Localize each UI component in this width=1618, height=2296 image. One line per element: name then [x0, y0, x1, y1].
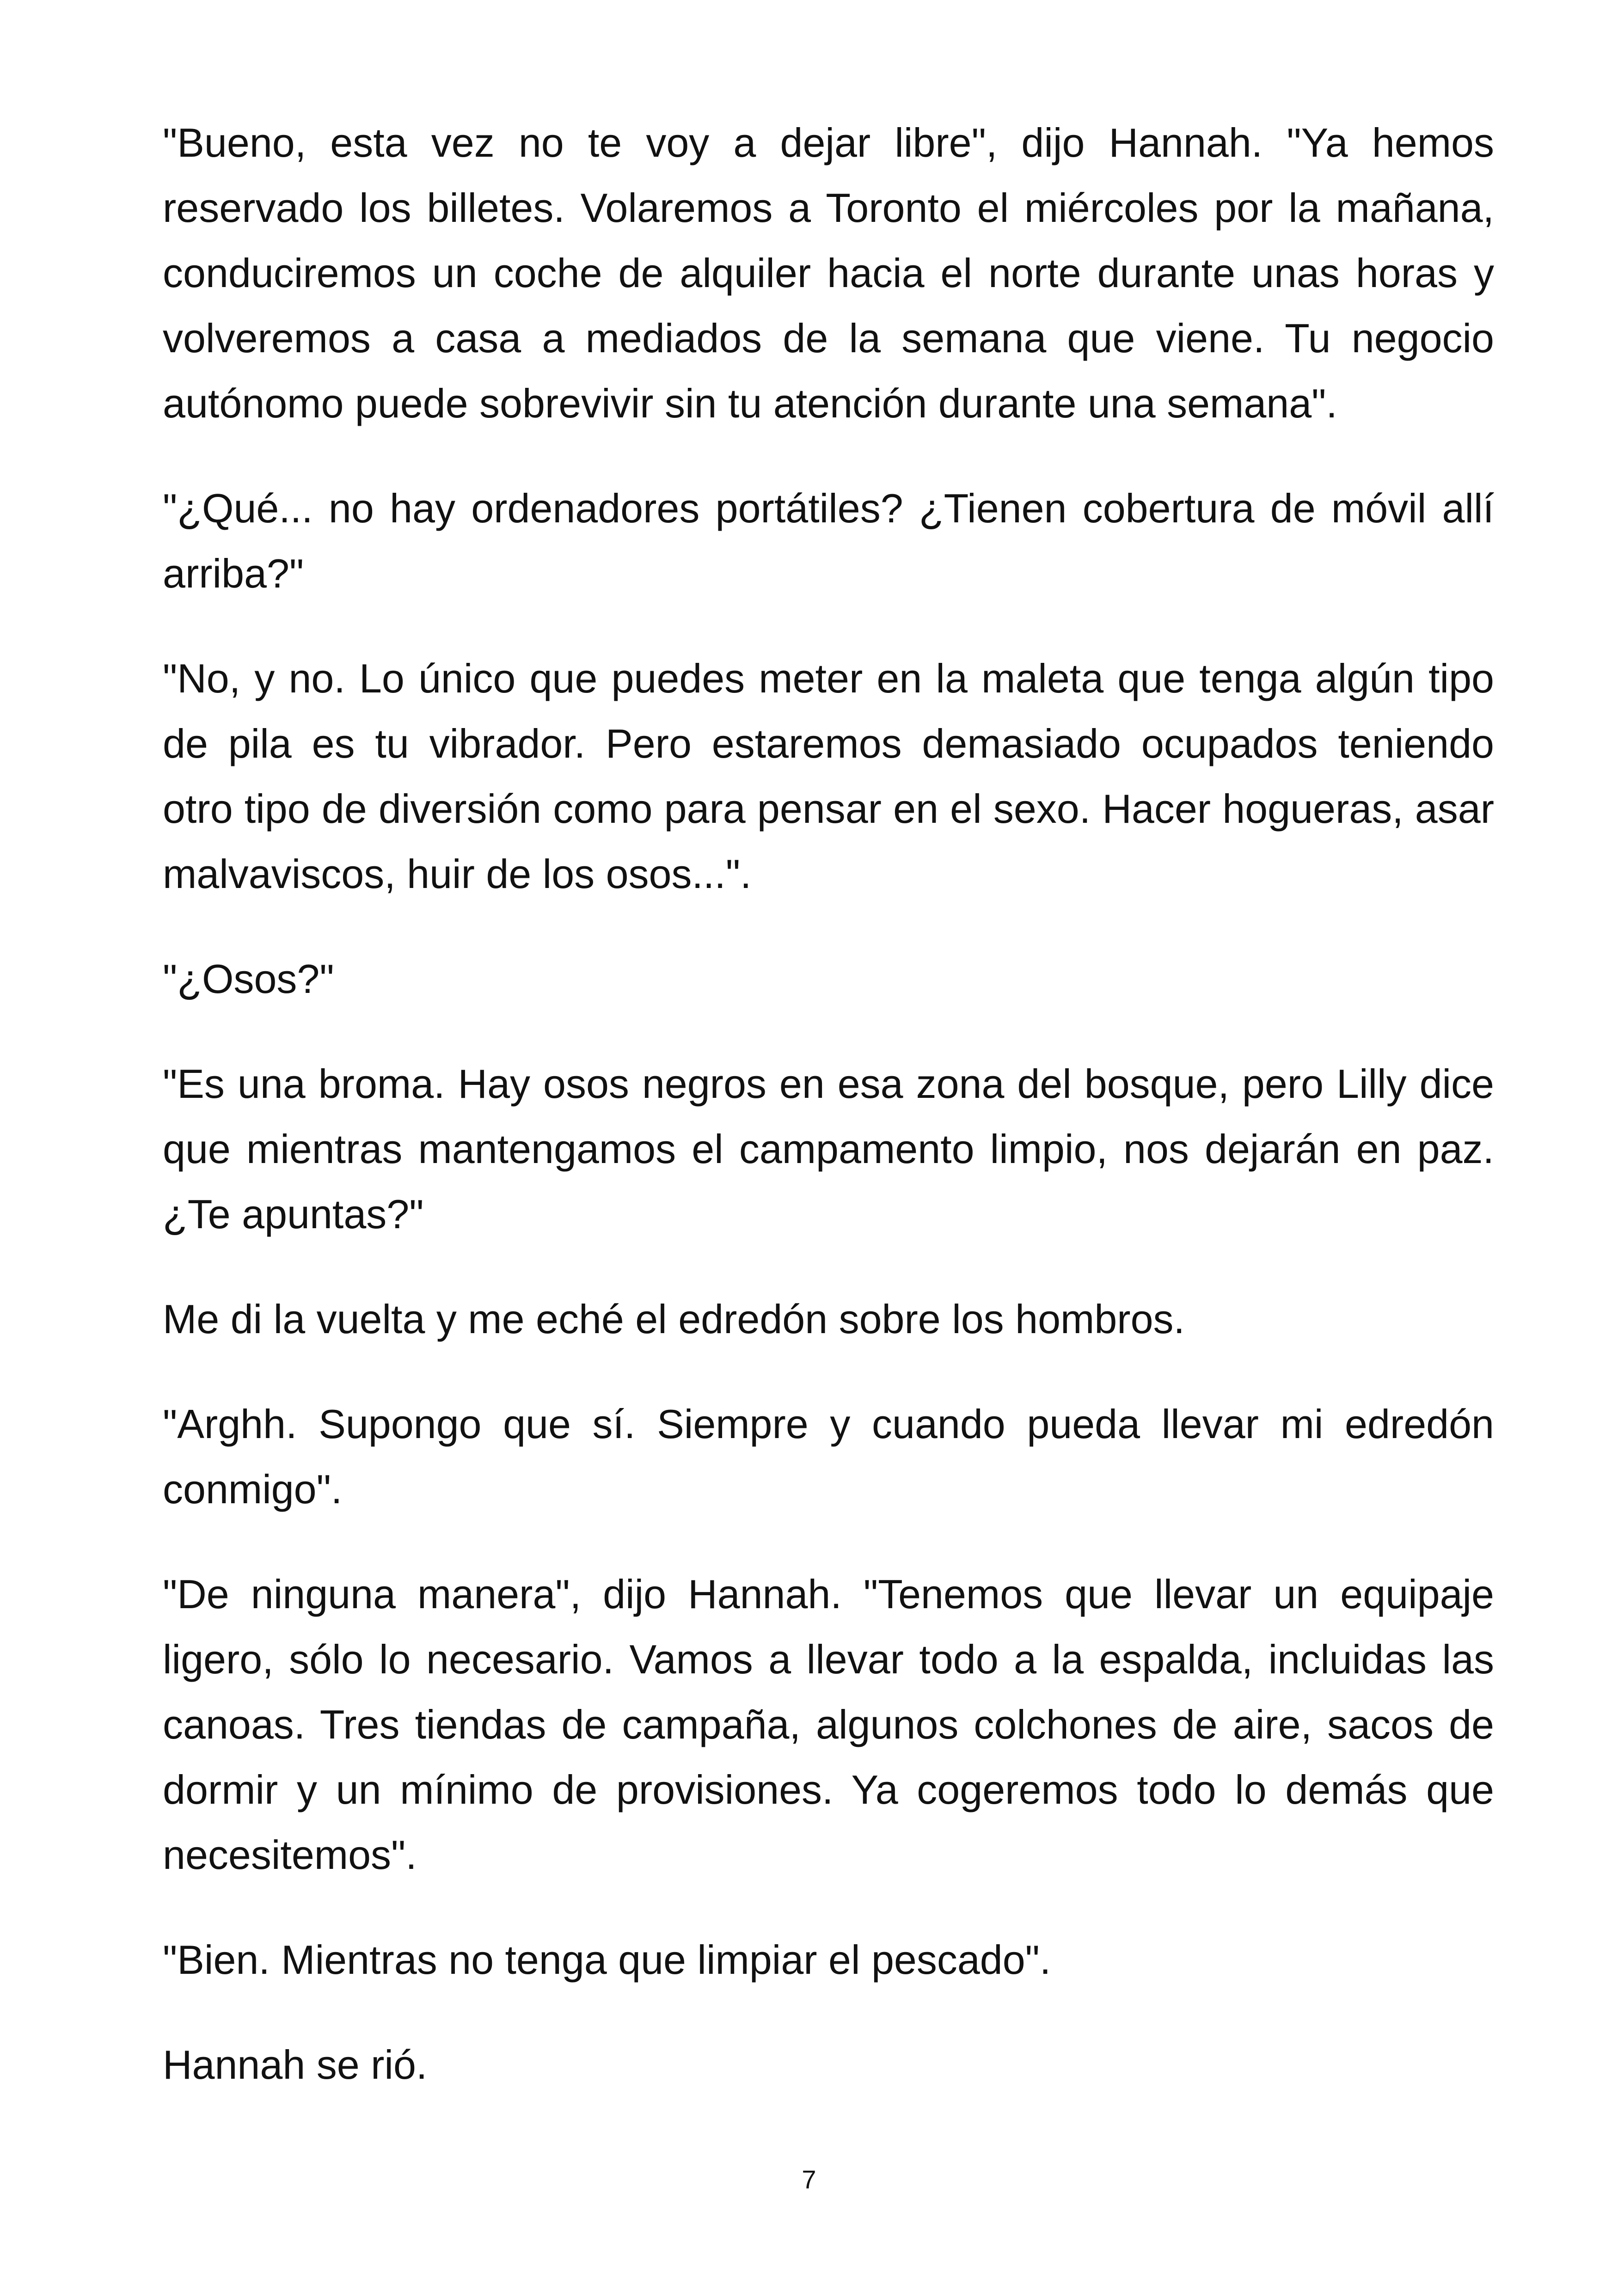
paragraph: "¿Qué... no hay ordenadores portátiles? ¿Tienen cobertura de móvil allí arriba?" — [163, 485, 1494, 596]
paragraph: "Bien. Mientras no tenga que limpiar el pescado". — [163, 1937, 1051, 1983]
paragraph: Hannah se rió. — [163, 2042, 428, 2088]
document-page-body — [163, 110, 1494, 2137]
paragraph: "Arghh. Supongo que sí. Siempre y cuando pueda llevar mi edredón conmigo". — [163, 1401, 1494, 1512]
page-number: 7 — [802, 2165, 816, 2194]
paragraph: Me di la vuelta y me eché el edredón sobre los hombros. — [163, 1296, 1185, 1342]
paragraph: "Es una broma. Hay osos negros en esa zona del bosque, pero Lilly dice que mientras mantengamos el campamento limpio, nos dejarán en paz. ¿Te apuntas?" — [163, 1061, 1494, 1237]
paragraph: "¿Osos?" — [163, 956, 334, 1002]
paragraph: "No, y no. Lo único que puedes meter en la maleta que tenga algún tipo de pila es tu vibrador. Pero estaremos demasiado ocupados teniendo otro tipo de diversión como para pensar en el sexo. Hacer hogueras, asar malvaviscos, huir de los osos...". — [163, 655, 1494, 897]
paragraph: "Bueno, esta vez no te voy a dejar libre", dijo Hannah. "Ya hemos reservado los billetes. Volaremos a Toronto el miércoles por la mañana, conduciremos un coche de alquiler hacia el norte durante unas horas y volveremos a casa a mediados de la semana que viene. Tu negocio autónomo puede sobrevivir sin tu atención durante una semana". — [163, 120, 1494, 426]
paragraph: "De ninguna manera", dijo Hannah. "Tenemos que llevar un equipaje ligero, sólo lo necesario. Vamos a llevar todo a la espalda, incluidas las canoas. Tres tiendas de campaña, algunos colchones de aire, sacos de dormir y un mínimo de provisiones. Ya cogeremos todo lo demás que necesitemos". — [163, 1571, 1494, 1878]
